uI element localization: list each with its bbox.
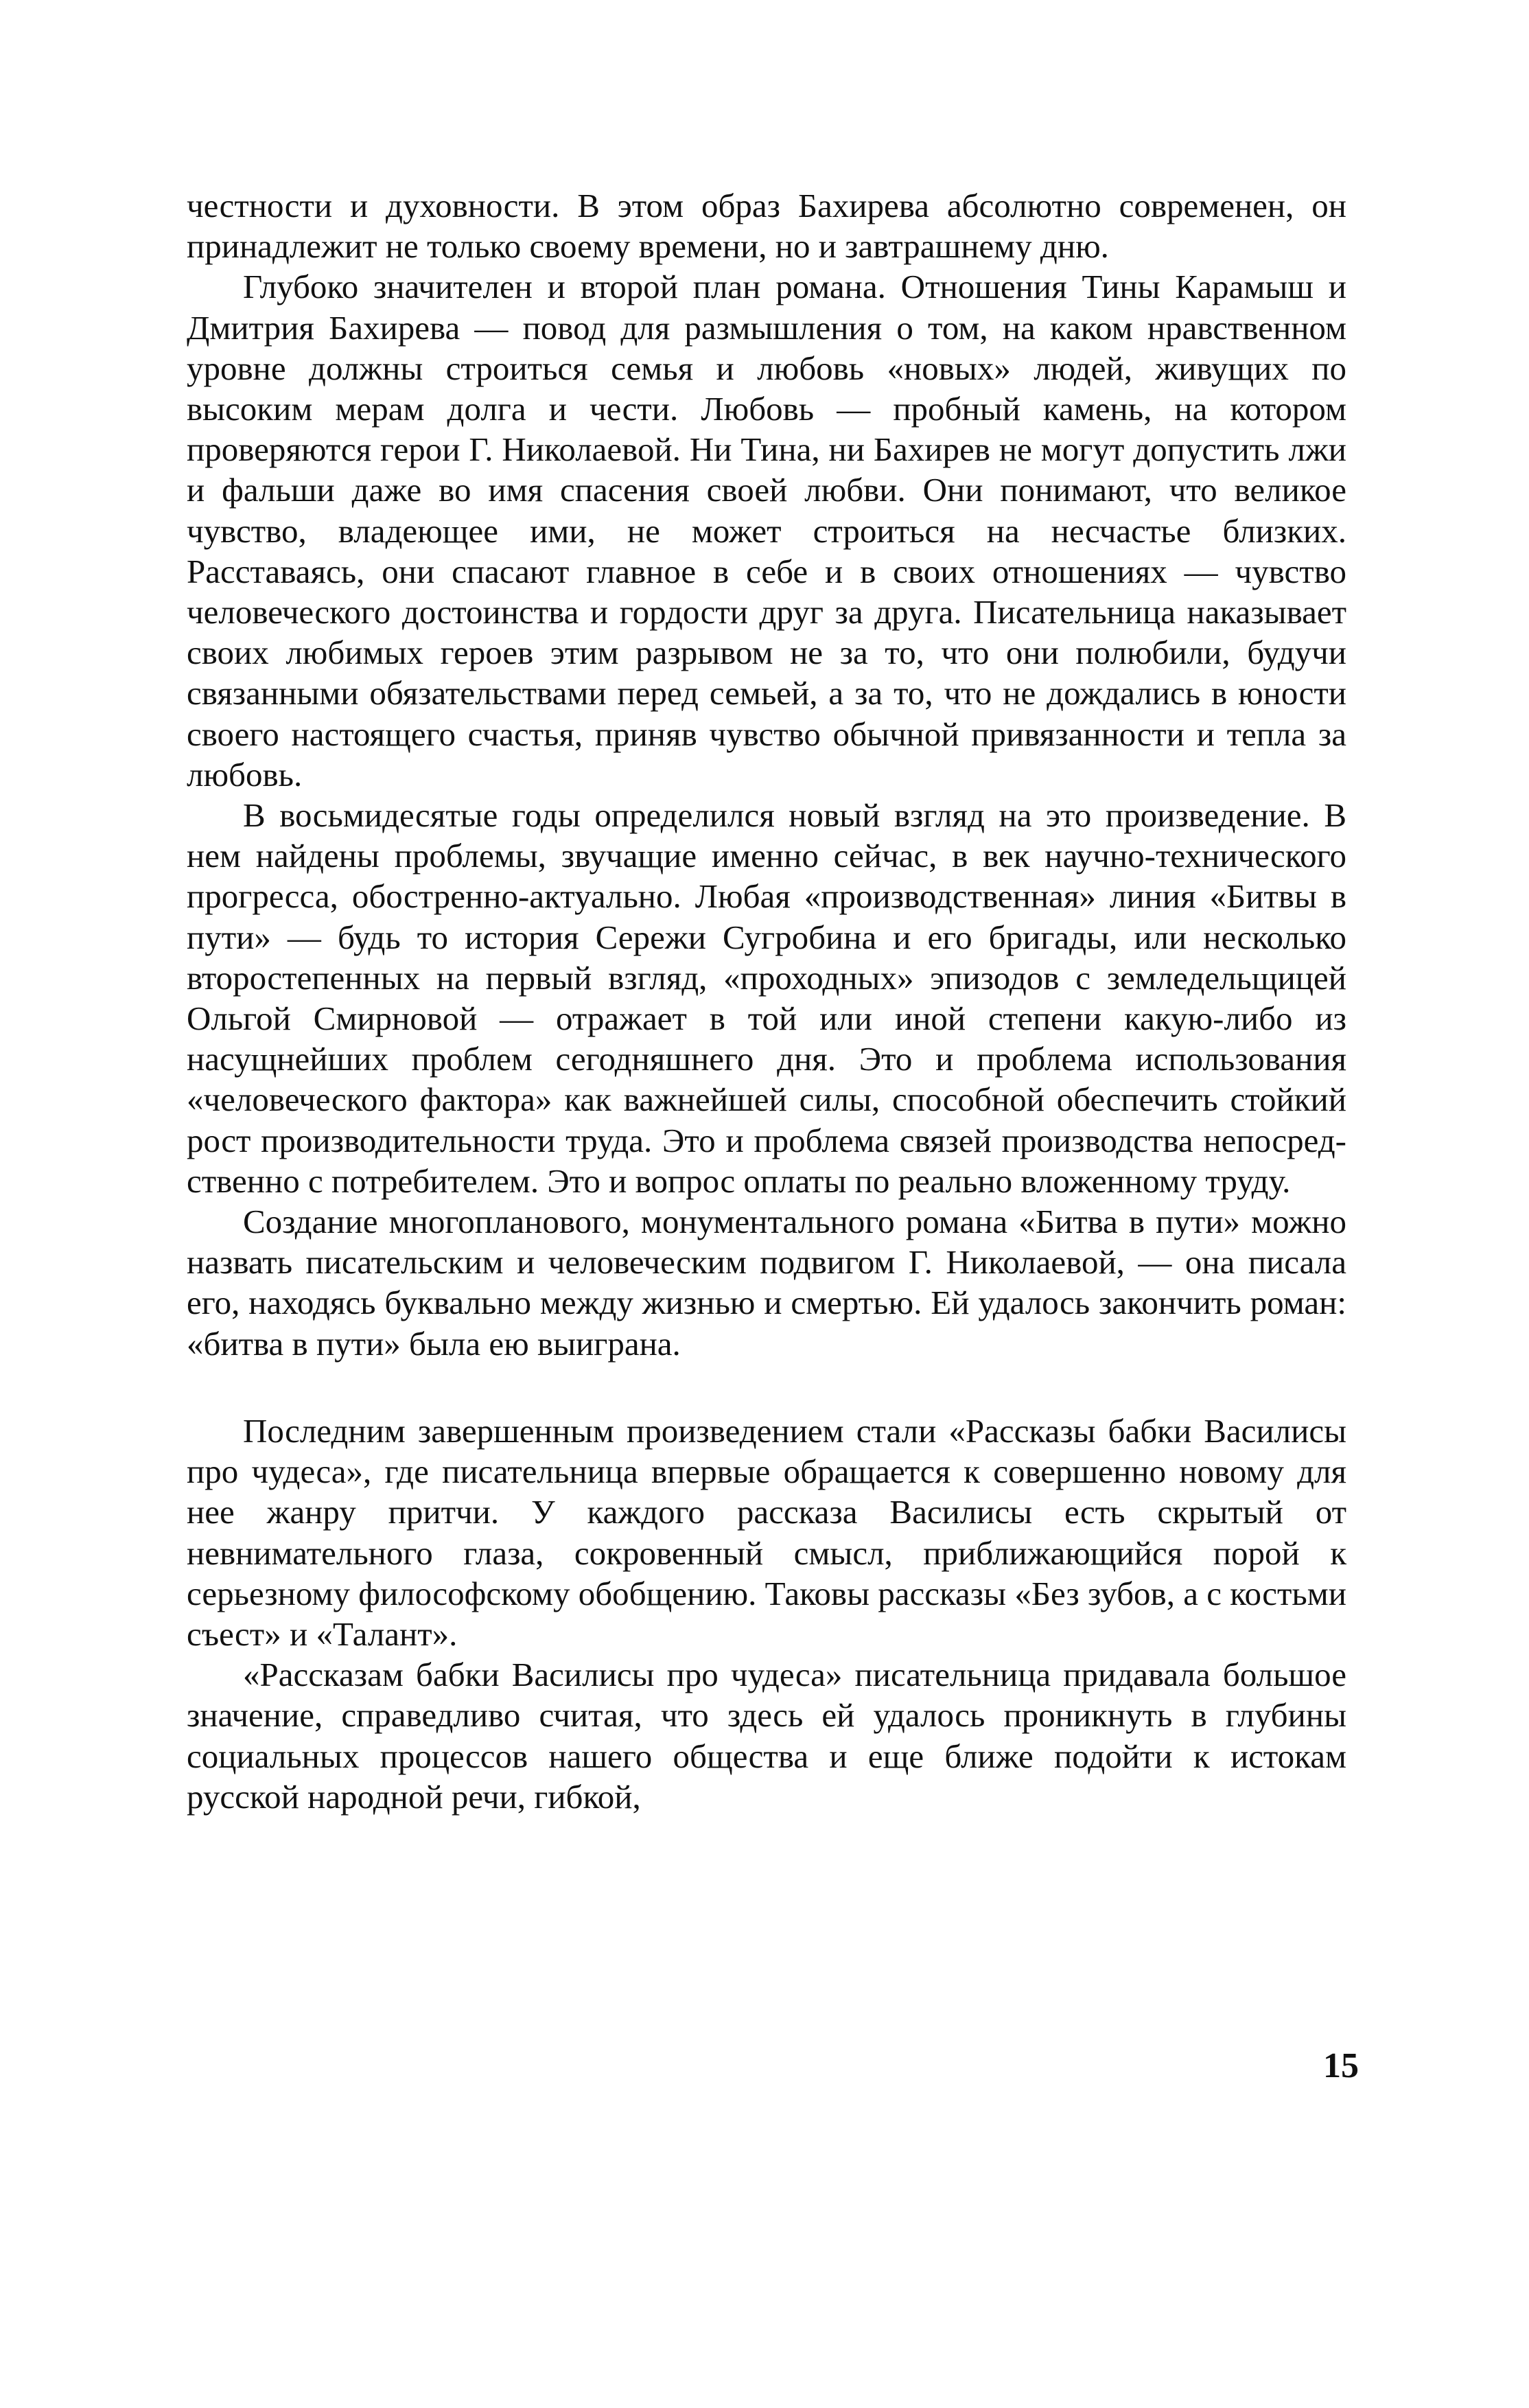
paragraph-1: честности и духовности. В этом образ Бахирева абсолютно современен, он принадлежит не только своему времени, но и завтрашнему дню. <box>187 187 1346 266</box>
paragraph-4: Создание многопланового, монументального романа «Битва в пути» можно назвать писательским и человеческим подвигом Г. Николаевой, — она писала его, находясь буквально между жизнью и смертью. Ей удалось закончить роман: «битва в пути» была ею выиграна. <box>187 1203 1346 1363</box>
paragraph-3: В восьмидесятые годы определился новый взгляд на это произведение. В нем найдены проблемы, звучащие именно сейчас, в век научно-технического прогресса, обостренно-актуально. Любая «производственная» линия «Битвы в пути» — будь то история Сережи Сугробина и его бригады, или несколько второстепенных на первый взгляд, «проходных» эпизодов с земледельщицей Ольгой Смирновой — отражает в той или иной степени какую-либо из насущнейших проблем сегодняшнего дня. Это и проблема использования «человеческого фактора» как важнейшей силы, способной обеспечить стойкий рост производительности труда. Это и проблема связей производства непосредственно с потребителем. Это и вопрос оплаты по реально вложенному труду. <box>187 796 1346 1200</box>
paragraph-5: Последним завершенным произведением стали «Рассказы бабки Василисы про чудеса», где писательница впервые обращается к совершенно новому для нее жанру притчи. У каждого рассказа Василисы есть скрытый от невнимательного глаза, сокровенный смысл, приближающийся порой к серьезному философскому обобщению. Таковы рассказы «Без зубов, а с костьми съест» и «Талант». <box>187 1411 1346 1653</box>
page-body <box>187 185 1346 1817</box>
section-gap <box>187 1364 1346 1411</box>
paragraph-6: «Рассказам бабки Василисы про чудеса» писательница придавала большое значение, справедливо считая, что здесь ей удалось проникнуть в глубины социальных процессов нашего общества и еще ближе подойти к истокам русской народной речи, гибкой, <box>187 1656 1346 1816</box>
page-number: 15 <box>1323 2046 1359 2085</box>
paragraph-2: Глубоко значителен и второй план романа. Отношения Тины Карамыш и Дмитрия Бахирева — повод для размышления о том, на каком нравственном уровне должны строиться семья и любовь «новых» людей, живущих по высоким мерам долга и чести. Любовь — пробный камень, на котором проверяются герои Г. Николаевой. Ни Тина, ни Бахирев не могут допустить лжи и фальши даже во имя спасения своей любви. Они понимают, что великое чувство, владеющее ими, не может строиться на несчастье близких. Расставаясь, они спасают главное в себе и в своих отношениях — чувство человеческого достоинства и гордости друг за друга. Писательница наказывает своих любимых героев этим разрывом не за то, что они полюбили, будучи связанными обязательствами перед семьей, а за то, что не дождались в юности своего настоящего счастья, приняв чувство обычной привязанности и тепла за любовь. <box>187 268 1346 794</box>
